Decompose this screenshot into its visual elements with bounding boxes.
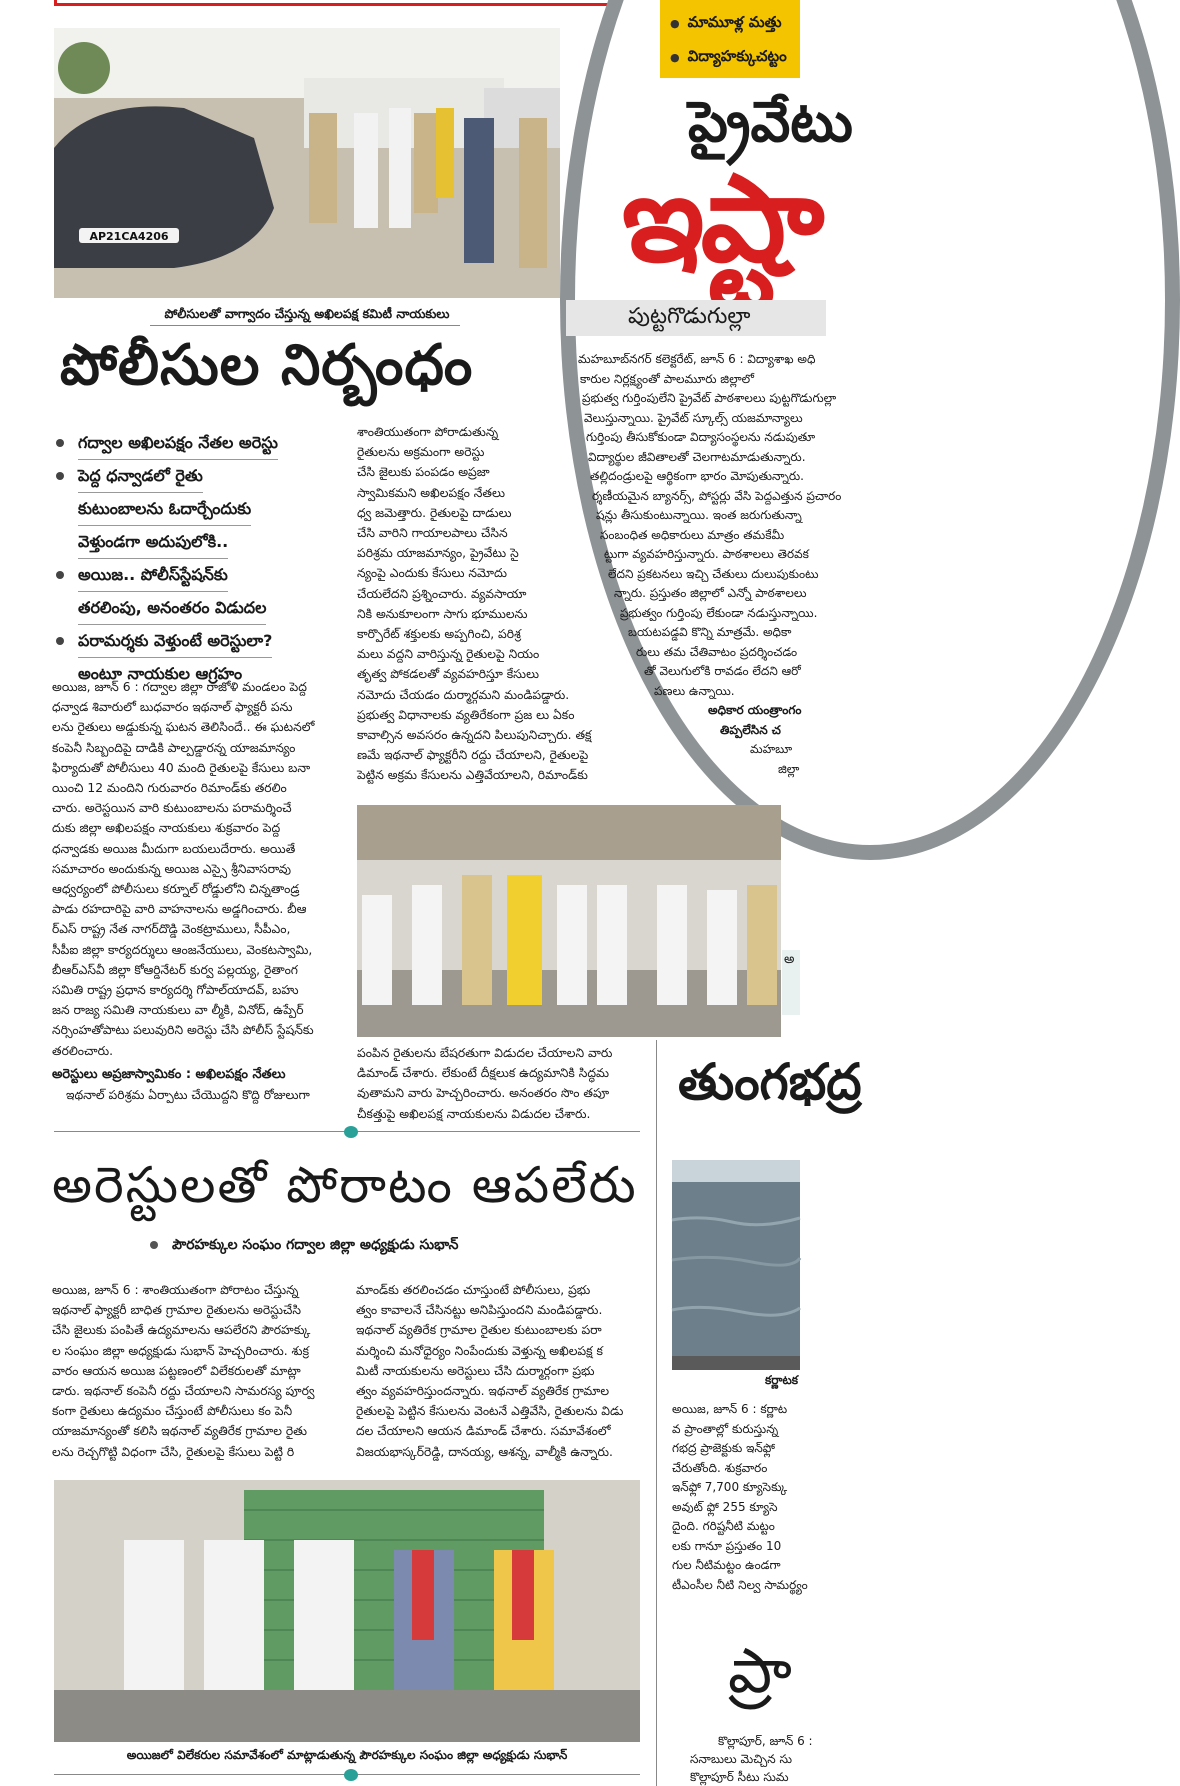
- protest-photo-caption: పోలీసులతో వాగ్వాదం చేస్తున్న అఖిలపక్ష కమిటీ నాయకులు: [164, 306, 450, 321]
- car-plate-number: AP21CA4206: [89, 230, 169, 243]
- protest-photo: [54, 28, 560, 298]
- column-subhead: అరెస్టులు అప్రజాస్వామికం : అఖిలపక్షం నేతలు: [52, 1066, 286, 1082]
- highlight-bullet: అయిజ.. పోలీస్‌స్టేషన్‌కు తరలింపు, అనంతరం విడుదల: [54, 559, 354, 625]
- feature-dateline-bar: పుట్టగొడుగుల్లా: [566, 300, 826, 336]
- article-column-1: అయిజ, జూన్‌ 6 : గద్వాల జిల్లా రాజోళి మండలం పెద్ద ధన్వాడ శివారులో బుధవారం ఇథనాల్‌ ఫ్యాక్టరీ పను లను రైతులు అడ్డుకున్న ఘటన తెలిసిందే.. ఈ ఘటనలో కంపెనీ సిబ్బందిపై దాడికి పాల్పడ్డారన్న యాజమాన్యం ఫిర్యాదుతో పోలీసులు 40 మంది రైతులపై కేసులు బనా యించి 12 మందిని గురువారం రిమాండ్‌కు తరలిం చారు. అరెస్టయిన వారి కుటుంబాలను పరామర్శించే దుకు జిల్లా అఖిలపక్షం నాయకులు శుక్రవారం పెద్ద ధన్వాడకు అయిజ మీదుగా బయలుదేరారు. అయితే సమాచారం అందుకున్న అయిజ ఎస్సై శ్రీనివాసరావు ఆధ్వర్యంలో పోలీసులు కర్నూల్‌ రోడ్డులోని చిన్నతాండ్ర పాడు రహదారిపై వారి వాహనాలను అడ్డగించారు. బీఆ ర్‌ఎస్‌ రాష్ట్ర నేత నాగర్‌దొడ్డి వెంకట్రాములు, సీపీఎం, సీపీఐ జిల్లా కార్యదర్శులు ఆంజనేయులు, వెంకటస్వామి, బీఆర్‌ఎస్‌వీ జిల్లా కోఆర్డినేటర్‌ కుర్వ పల్లయ్య, రైతాంగ సమితి రాష్ట్ర ప్రధాన కార్యదర్శి గోపాల్‌యాదవ్‌, బహు జన రాజ్య సమితి నాయకులు వా ల్మీకి, వినోద్‌, ఉప్పేర్‌ నర్సింహతోపాటు పలువురిని అరెస్టు చేసి పోలీస్‌ స్టేషన్‌కు తరలించారు. అరెస్టులు అప్రజాస్వామికం : అఖిలపక్షం నేతలు ఇథనాల్‌ పరిశ్రమ ఏర్పాటు చేయొద్దని కొద్ది రోజులుగా: [52, 677, 354, 1105]
- tunga-body: అయిజ, జూన్‌ 6 : కర్ణాట వ ప్రాంతాల్లో కురుస్తున్న గభద్ర ప్రాజెక్టుకు ఇన్‌ఫ్లో చేరుతోంది. శుక్రవారం ఇన్‌ఫ్లో 7,700 క్యూసెక్కు అవుట్‌ ఫ్లో 255 క్యూసె దైంది. గరిష్టనీటి మట్టం లకు గానూ ప్రస్తుతం 10 గుల నీటిమట్టం ఉండగా టీఎంసీల నీటి నిల్వ సామర్థ్యం: [672, 1402, 808, 1592]
- bullet-dot-icon: [150, 1241, 158, 1249]
- press-meet-caption: అయిజలో విలేకరుల సమావేశంలో మాట్లాడుతున్న పౌరహక్కుల సంఘం జిల్లా అధ్యక్షుడు సుభాన్‌: [126, 1748, 568, 1762]
- feature-title-top: ప్రైవేటు: [688, 90, 853, 155]
- feature-title-big: ఇష్టా: [622, 150, 821, 289]
- second-column-2: మాండ్‌కు తరలించడం చూస్తుంటే పోలీసులు, ప్రభు త్వం కావాలనే చేసినట్టు అనిపిస్తుందని మండిపడ్డారు. ఇథనాల్‌ వ్యతిరేక గ్రామాల రైతుల కుటుంబాలకు పరా మర్శించి మనోధైర్యం నింపేందుకు వెళ్తున్న అఖిలపక్ష క మిటీ నాయకులను అరెస్టులు చేసి దుర్మార్గంగా ప్రభు త్వం వ్యవహరిస్తుందన్నారు. ఇథనాల్‌ వ్యతిరేక గ్రామాల రైతులపై పెట్టిన కేసులను వెంటనే ఎత్తివేసి, రైతులను విడు దల చేయాలని ఆయన డిమాండ్‌ చేశారు. సమావేశంలో విజయభాస్కర్‌రెడ్డి, దానయ్య, ఆశన్న, వాల్మీకి ఉన్నారు.: [356, 1283, 624, 1459]
- top-red-frame: [54, 0, 640, 6]
- second-column-1: అయిజ, జూన్‌ 6 : శాంతియుతంగా పోరాటం చేస్తున్న ఇథనాల్‌ ఫ్యాక్టరీ బాధిత గ్రామాల రైతులను అరెస్టుచేసి చేసి జైలుకు పంపితే ఉద్యమాలను ఆపలేరని పౌరహక్కు ల సంఘం జిల్లా అధ్యక్షుడు సుభాన్‌ హెచ్చరించారు. శుక్ర వారం ఆయన అయిజ పట్టణంలో విలేకరులతో మాట్లా డారు. ఇథనాల్‌ కంపెనీ రద్దు చేయాలని సామరస్య పూర్వ కంగా రైతులు ఉద్యమం చేస్తుంటే పోలీసులు కం పెనీ యాజమాన్యంతో కలిసి ఇథనాల్‌ వ్యతిరేక గ్రామాల రైతు లను రెచ్చగొట్టి విధంగా చేసి, రైతులపై కేసులు పెట్టి రి: [52, 1283, 315, 1459]
- column-divider: [656, 1040, 657, 1786]
- leaders-photo: [357, 805, 781, 1037]
- yellow-bullet: ● విద్యాహక్కుచట్టం: [670, 40, 796, 74]
- highlight-bullet: పెద్ద ధన్వాడలో రైతు కుటుంబాలను ఓదార్చేందుకు వెళ్తుండగా అదుపులోకి..: [54, 460, 354, 559]
- yellow-bullet: ● మామూళ్ల మత్తు: [670, 6, 796, 40]
- highlight-bullets: [54, 427, 354, 690]
- highlight-bullet: గద్వాల అఖిలపక్షం నేతల అరెస్టు: [54, 427, 354, 460]
- brand-mark-icon: [344, 1769, 358, 1781]
- second-subhead: పౌరహక్కుల సంఘం గద్వాల జిల్లా అధ్యక్షుడు సుభాన్‌: [150, 1237, 458, 1256]
- second-headline: అరెస్టులతో పోరాటం ఆపలేరు: [52, 1156, 638, 1214]
- pra-headline: ప్రా: [728, 1634, 792, 1707]
- river-photo-caption: కర్ణాటక: [765, 1373, 799, 1387]
- caption-rule: [150, 325, 460, 326]
- feature-body: మహబూబ్‌నగర్‌ కలెక్టరేట్‌, జూన్‌ 6 : విద్యాశాఖ అధి కారుల నిర్లక్ష్యంతో పాలమూరు జిల్లాలో ప్రభుత్వ గుర్తింపులేని ప్రైవేట్‌ పాఠశాలలు పుట్టగొడుగుల్లా వెలుస్తున్నాయి. ప్రైవేట్‌ స్కూల్స్‌ యజమాన్యాలు గుర్తింపు తీసుకోకుండా విద్యాసంస్థలను నడుపుతూ విద్యార్థుల జీవితాలతో చెలగాటమాడుతున్నారు. తల్లిదండ్రులపై ఆర్థికంగా భారం మోపుతున్నారు. ర్శణీయమైన బ్యానర్స్‌, పోస్టర్లు వేసి పెద్దఎత్తున ప్రచారం షన్లు తీసుకుంటున్నాయి. ఇంత జరుగుతున్నా సంబంధిత అధికారులు మాత్రం తమకేమీ ట్టుగా వ్యవహరిస్తున్నారు. పాఠశాలలు తెరవక లేదని ప్రకటనలు ఇచ్చి చేతులు దులుపుకుంటు న్నారు. ప్రస్తుతం జిల్లాలో ఎన్నో పాఠశాలలు ప్రభుత్వం గుర్తింపు లేకుండా నడుస్తున్నాయి. బయటపడ్డవి కొన్ని మాత్రమే. అధికా రులు తమ చేతివాటం ప్రదర్శించడం తో వెలుగులోకి రావడం లేదని ఆరో పణలు ఉన్నాయి. అధికార యంత్రాంగం తిప్పలేసిన చ మహబూ జిల్లా: [578, 352, 842, 776]
- right-edge-fragment: అ: [784, 952, 795, 967]
- highlight-bullet: పరామర్శకు వెళ్తుంటే అరెస్టులా? అంటూ నాయకుల ఆగ్రహం: [54, 625, 354, 690]
- press-meet-photo: [54, 1480, 640, 1742]
- pra-body: కొల్లాపూర్‌, జూన్‌ 6 : సనాబులు మెచ్చిన సు కొల్లాపూర్‌ సీటు సుమ: [690, 1734, 813, 1784]
- tunga-headline: తుంగభద్ర: [678, 1053, 862, 1111]
- brand-mark-icon: [344, 1126, 358, 1138]
- main-headline: పోలీసుల నిర్బంధం: [60, 333, 474, 398]
- feature-yellow-box: [660, 0, 800, 78]
- river-photo: [672, 1160, 800, 1370]
- article-column-2-continued: పంపిన రైతులను బేషరతుగా విడుదల చేయాలని వారు డిమాండ్‌ చేశారు. లేకుంటే దీక్షలుక ఉద్యమానికి సిద్ధమ వుతామని వారు హెచ్చరించారు. అనంతరం సొం తపూ చీకత్తుపై అఖిలపక్ష నాయకులను విడుదల చేశారు.: [357, 1046, 613, 1121]
- article-column-2: శాంతియుతంగా పోరాడుతున్న రైతులను అక్రమంగా అరెస్టు చేసి జైలుకు పంపడం అప్రజా స్వామికమని అఖిలపక్షం నేతలు ధ్వ జమెత్తారు. రైతులపై దాడులు చేసి వారిని గాయాలపాలు చేసిన పరిశ్రమ యాజమాన్యం, ప్రైవేటు సై న్యంపై ఎందుకు కేసులు నమోదు చేయలేదని ప్రశ్నించారు. వ్యవసాయా నికి అనుకూలంగా సాగు భూములను కార్పొరేట్‌ శక్తులకు అప్పగించి, పరిశ్ర మలు వద్దని వారిస్తున్న రైతులపై నియం తృత్వ పోకడలతో వ్యవహరిస్తూ కేసులు నమోదు చేయడం దుర్మార్గమని మండిపడ్డారు. ప్రభుత్వ విధానాలకు వ్యతిరేకంగా ప్రజ లు ఏకం కావాల్సిన అవసరం ఉన్నదని పిలుపునిచ్చారు. తక్ష ణమే ఇథనాల్‌ ఫ్యాక్టరీని రద్దు చేయాలని, రైతులపై పెట్టిన అక్రమ కేసులను ఎత్తివేయాలని, రిమాండ్‌కు: [357, 425, 592, 783]
